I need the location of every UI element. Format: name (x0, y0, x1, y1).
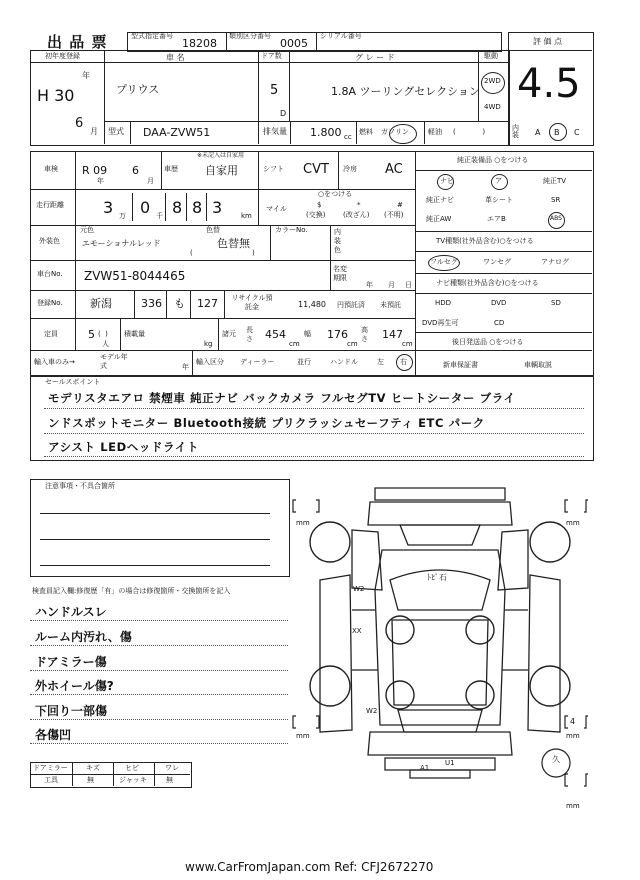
color-label: 外装色 (39, 237, 60, 245)
equip-navi: ナビ (440, 177, 454, 185)
missing-v4: 無 (166, 776, 173, 784)
inspection-label: 車検 (44, 165, 58, 173)
sales-line-3: アシスト LEDヘッドライト (48, 440, 199, 454)
mileage-label: 走行距離 (36, 201, 64, 209)
interior-b: B (554, 128, 560, 137)
mm-label: mm (566, 802, 580, 810)
import-class-label: 輸入区分 (196, 358, 224, 366)
drive-label: 駆動 (484, 52, 498, 60)
equip-aw: 純正AW (426, 215, 452, 223)
capacity-unit: 人 (102, 340, 109, 348)
chassis-label: 車台No. (37, 270, 63, 278)
height-unit: cm (402, 340, 413, 348)
name-change-month: 月 (388, 281, 395, 289)
load-label: 積載量 (124, 330, 145, 338)
missing-h4: ワレ (165, 764, 179, 772)
tv-fullseg: フルセグ (430, 258, 458, 266)
equip-airbag: エアB (487, 215, 506, 223)
inspection-year-unit: 年 (97, 177, 104, 185)
mm-label: mm (566, 519, 580, 527)
color-paren-close: ) (252, 249, 255, 257)
sales-line-1: モデリスタエアロ 禁煙車 純正ナビ バックカメラ フルセグTV ヒートシーター ブライ (48, 391, 516, 405)
mm-label: mm (296, 519, 310, 527)
model-cert-number: 18208 (182, 37, 217, 50)
inspector-line-3: ドアミラー傷 (35, 655, 107, 669)
mileage-mile: マイル (266, 205, 287, 213)
inspector-line-6: 各傷凹 (35, 728, 72, 742)
equip-a: ア (495, 177, 502, 185)
first-reg-era: H 30 (37, 86, 75, 105)
class-number: 0005 (280, 37, 308, 50)
navi-cd: CD (494, 319, 505, 327)
color-no-label: カラーNo. (275, 226, 308, 234)
damage-mark-w2-front: W2 (353, 585, 365, 593)
docs-manual: 車輌取説 (524, 361, 552, 369)
missing-h3: ヒビ (125, 764, 139, 772)
mileage-star: * (357, 201, 361, 209)
mileage-sen: 千 (156, 212, 163, 220)
width-value: 176 (327, 328, 348, 341)
height-label: 高さ (361, 326, 368, 343)
sales-label: セールスポイント (45, 378, 101, 386)
length-value: 454 (265, 328, 286, 341)
length-unit: cm (289, 340, 300, 348)
displacement-value: 1.800 (310, 126, 342, 139)
navi-dvd-play: DVD再生可 (422, 319, 459, 327)
color-change-value: 色替無 (217, 237, 250, 250)
recycle-label: リサイクル預託金 (231, 294, 273, 311)
inspection-month-unit: 月 (147, 177, 154, 185)
serial-label: シリアル番号 (320, 32, 362, 40)
fuel-paren: ( ) (453, 128, 486, 136)
name-change-year: 年 (366, 281, 373, 289)
mileage-hash: # (397, 201, 403, 209)
damage-mark-u1: U1 (445, 759, 455, 767)
notes-label: 注意事項・不具合箇所 (45, 482, 115, 490)
use-label: 車歴 (164, 165, 178, 173)
recycle-value: 11,480 (298, 300, 326, 309)
chassis-value: ZVW51-8044465 (84, 269, 186, 283)
name-change-label: 名変期限 (333, 265, 347, 282)
length-label: 長さ (246, 326, 253, 343)
registration-number1: 336 (141, 297, 162, 310)
inspector-line-1: ハンドルスレ (35, 605, 107, 619)
damage-mark-kyu: 久 (552, 755, 560, 764)
mm-label: mm (566, 732, 580, 740)
aircon-value: AC (385, 162, 403, 177)
mileage-digit: 0 (140, 198, 151, 217)
score-value: 4.5 (517, 61, 581, 107)
use-note: ※未記入は自家用 (197, 152, 245, 159)
equip-sr: SR (551, 196, 561, 204)
mileage-digit: 8 (192, 198, 203, 217)
height-value: 147 (382, 328, 403, 341)
name-change-day: 日 (405, 281, 412, 289)
mileage-digit: 8 (172, 198, 183, 217)
class-label: 類別区分番号 (229, 32, 271, 40)
score-label: 評 価 点 (533, 37, 563, 46)
interior-color-label: 内装色 (334, 228, 341, 254)
import-label: 輸入車のみ→ (34, 358, 75, 366)
docs-warranty: 新車保証書 (443, 361, 478, 369)
doors-label: ドア数 (261, 52, 282, 60)
inspection-month: 6 (132, 164, 139, 177)
mileage-man: 万 (119, 212, 126, 220)
docs-title: 後日発送品 ○をつける (452, 338, 524, 346)
shift-label: シフト (263, 165, 284, 173)
interior-label: 内装 (512, 124, 519, 139)
damage-mark-chip: ﾄﾋﾟ石 (427, 573, 447, 582)
car-name: プリウス (116, 83, 160, 96)
aircon-label: 冷房 (343, 165, 357, 173)
grade-label: グ レ ー ド (355, 53, 395, 62)
fuel-label: 燃料 (359, 128, 373, 136)
capacity-label: 定員 (44, 330, 58, 338)
interior-c: C (574, 128, 580, 137)
mileage-unknown: (不明) (384, 211, 404, 219)
mileage-tampered: (改ざん) (343, 211, 370, 219)
use-value: 自家用 (205, 164, 238, 177)
missing-v1: 工具 (44, 776, 58, 784)
damage-mark-a1: A1 (420, 764, 430, 772)
interior-a: A (535, 128, 541, 137)
mileage-digit: 3 (103, 198, 114, 217)
footer-ref: www.CarFromJapan.com Ref: CFJ2672270 (185, 860, 434, 874)
damage-mark-w2-rear: W2 (366, 707, 378, 715)
registration-label: 登録No. (37, 299, 63, 307)
width-unit: cm (347, 340, 358, 348)
mileage-unit: km (241, 212, 252, 220)
navi-title: ナビ種類(社外品含む)○をつける (436, 279, 539, 287)
tv-title: TV種類(社外品含む)○をつける (436, 237, 534, 245)
load-unit: kg (204, 340, 213, 348)
missing-v2: 無 (87, 776, 94, 784)
inspection-value: R 09 (82, 164, 108, 177)
capacity-value: 5 (88, 328, 95, 341)
capacity-paren: ( ) (98, 330, 108, 338)
drive-4wd: 4WD (484, 103, 501, 111)
missing-v3: ジャッキ (119, 776, 147, 784)
car-damage-diagram (290, 470, 590, 810)
model-label: 型式 (108, 127, 124, 136)
color-change-label: 色替 (206, 226, 220, 234)
equip-leather: 革シート (485, 196, 513, 204)
car-name-label: 車 名 (166, 53, 185, 62)
handle-label: ハンドル (330, 358, 358, 366)
import-parallel: 並行 (297, 358, 311, 366)
registration-area: 新潟 (90, 297, 112, 310)
model-year-unit: 年 (182, 363, 189, 371)
model-cert-label: 型式指定番号 (131, 32, 173, 40)
equip-abs: ABS (550, 215, 562, 222)
model-value: DAA-ZVW51 (143, 126, 211, 139)
shift-value: CVT (303, 162, 329, 177)
door-type: D (280, 109, 287, 118)
year-unit: 年 (82, 71, 90, 80)
navi-dvd: DVD (491, 299, 507, 307)
handle-left: 左 (377, 358, 384, 366)
first-reg-month: 6 (75, 116, 84, 131)
equip-tv: 純正TV (543, 177, 567, 185)
mileage-exchange: (交換) (306, 211, 326, 219)
navi-sd: SD (551, 299, 561, 307)
equip-nav: 純正ナビ (426, 196, 454, 204)
cc-unit: cc (344, 133, 352, 141)
registration-number2: 127 (197, 297, 218, 310)
inspector-line-2: ルーム内汚れ、傷 (35, 630, 132, 644)
recycle-unit: 円預託済 (337, 301, 365, 309)
equipment-title: 純正装備品 ○をつける (457, 156, 529, 164)
model-year-label: モデル年式 (100, 353, 128, 370)
tv-oneseg: ワンセグ (483, 258, 511, 266)
damage-mark-4: 4 (570, 717, 576, 726)
width-label: 幅 (304, 330, 311, 338)
mileage-check-note: ○をつける (318, 190, 353, 198)
recycle-other: 未預託 (380, 301, 401, 309)
mileage-digit: 3 (212, 198, 223, 217)
fuel-diesel: 軽油 (428, 128, 442, 136)
missing-h1: ドアミラー (33, 764, 68, 772)
tv-analog: アナログ (541, 258, 569, 266)
handle-right: 右 (400, 358, 407, 366)
fuel-gasoline: ガソリン (381, 128, 409, 136)
sheet-title: 出 品 票 (47, 33, 108, 51)
orig-color-label: 元色 (80, 226, 94, 234)
grade-value: 1.8A ツーリングセレクション (331, 85, 480, 98)
mileage-dollar: $ (317, 201, 322, 209)
orig-color-value: エモーショナルレッド (82, 239, 161, 248)
first-reg-label: 初年度登録 (45, 52, 80, 60)
missing-h2: キズ (86, 764, 100, 772)
color-paren-open: ( (190, 249, 193, 257)
mm-label: mm (296, 732, 310, 740)
drive-2wd: 2WD (484, 77, 501, 85)
month-unit: 月 (90, 127, 98, 136)
inspector-line-5: 下回り一部傷 (35, 704, 108, 718)
inspector-label: 検査員記入欄:修復歴「有」の場合は修復箇所・交換箇所を記入 (32, 587, 231, 595)
notes-box (30, 479, 290, 577)
navi-hdd: HDD (435, 299, 452, 307)
displacement-label: 排気量 (263, 127, 287, 136)
import-dealer: ディーラー (240, 358, 275, 366)
doors-value: 5 (270, 83, 279, 98)
registration-kana: も (174, 297, 185, 310)
damage-mark-xx: XX (352, 627, 362, 635)
sales-line-2: ンドスポットモニター Bluetooth接続 プリクラッシュセーフティ ETC パーク (48, 416, 485, 430)
spec-label: 諸元 (222, 330, 236, 338)
inspector-line-4: 外ホイール傷? (35, 679, 114, 693)
